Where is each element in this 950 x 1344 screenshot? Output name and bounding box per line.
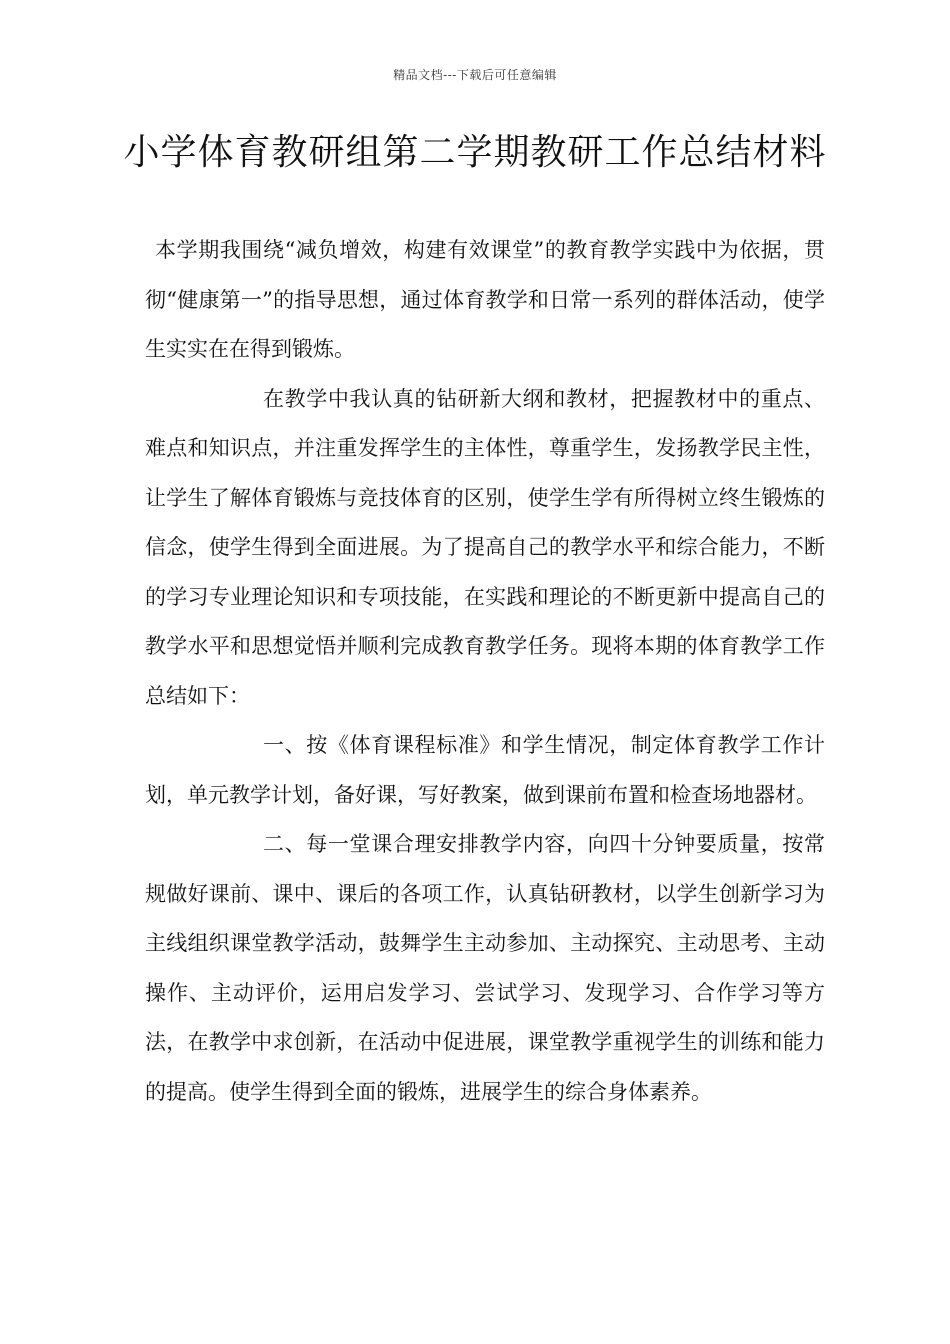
paragraph-intro: 本学期我围绕“减负增效，构建有效课堂”的教育教学实践中为依据，贯彻“健康第一”的指导思想，通过体育教学和日常一系列的群体活动，使学生实实在在得到锻炼。	[145, 238, 825, 361]
paragraph-point-two: 二、每一堂课合理安排教学内容，向四十分钟要质量，按常规做好课前、课中、课后的各项工作，认真钻研教材，以学生创新学习为主线组织课堂教学活动，鼓舞学生主动参加、主动探究、主动思考、主动操作、主动评价，运用启发学习、尝试学习、发现学习、合作学习等方法，在教学中求创新，在活动中促进展，课堂教学重视学生的训练和能力的提高。使学生得到全面的锻炼，进展学生的综合身体素养。	[145, 832, 825, 1104]
header-note: 精品文档---下载后可任意编辑	[393, 68, 557, 82]
document-body	[145, 226, 825, 1117]
paragraph-teaching: 在教学中我认真的钻研新大纲和教材，把握教材中的重点、难点和知识点，并注重发挥学生的主体性，尊重学生，发扬教学民主性，让学生了解体育锻炼与竞技体育的区别，使学生学有所得树立终生锻炼的信念，使学生得到全面进展。为了提高自己的教学水平和综合能力，不断的学习专业理论知识和专项技能，在实践和理论的不断更新中提高自己的教学水平和思想觉悟并顺利完成教育教学任务。现将本期的体育教学工作总结如下：	[145, 386, 825, 708]
paragraph-point-one: 一、按《体育课程标准》和学生情况，制定体育教学工作计划，单元教学计划，备好课，写好教案，做到课前布置和检查场地器材。	[145, 733, 825, 807]
document-title: 小学体育教研组第二学期教研工作总结材料	[123, 132, 827, 173]
